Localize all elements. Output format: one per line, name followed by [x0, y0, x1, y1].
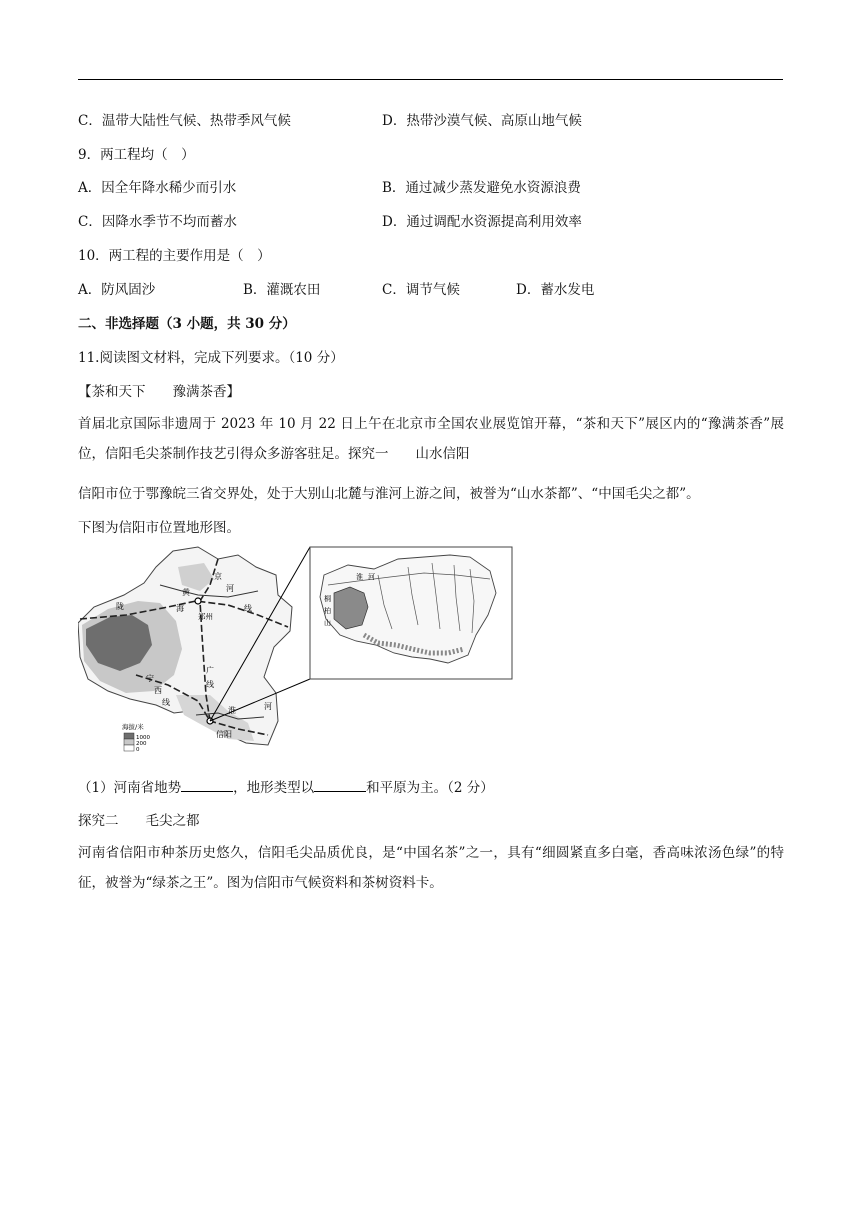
answer-blank-landform[interactable] — [314, 777, 366, 792]
q10-option-d: D．蓄水发电 — [516, 282, 595, 298]
zhengzhou-dot — [195, 598, 201, 604]
legend-swatch-high — [124, 733, 134, 739]
q8-option-d: D．热带沙漠气候、高原山地气候 — [382, 113, 582, 129]
inset-label-huai: 淮 — [356, 573, 363, 581]
label-xian2: 线 — [162, 698, 170, 707]
q11-sub1-suffix: 和平原为主。（2 分） — [366, 780, 494, 796]
label-he: 河 — [226, 584, 234, 593]
q9-option-b: B．通过减少蒸发避免水资源浪费 — [382, 180, 581, 196]
q10-stem: 10．两工程的主要作用是（ ） — [78, 248, 271, 264]
q11-theme: 【茶和天下 豫满茶香】 — [78, 384, 240, 400]
q11-stem: 11.阅读图文材料，完成下列要求。（10 分） — [78, 350, 344, 366]
inset-label-bo: 柏 — [324, 607, 331, 615]
label-xinyang: 信阳 — [216, 730, 232, 739]
q10-option-a: A．防风固沙 — [78, 282, 156, 298]
section2-heading: 二、非选择题（3 小题，共 30 分） — [78, 316, 296, 332]
label-he2: 河 — [264, 702, 272, 711]
q11-location: 信阳市位于鄂豫皖三省交界处，处于大别山北麓与淮河上游之间，被誉为“山水茶都”、“中国毛尖之都”。 — [78, 486, 700, 502]
label-huai: 淮 — [228, 706, 236, 715]
q11-intro: 首届北京国际非遗周于 2023 年 10 月 22 日上午在北京市全国农业展览馆开幕，“茶和天下”展区内的“豫满茶香”展位，信阳毛尖茶制作技艺引得众多游客驻足。探究一 山水信阳 — [78, 416, 784, 462]
inset-label-tong: 桐 — [324, 595, 331, 603]
inset-label-shan: 山 — [324, 619, 331, 627]
q9-option-d: D．通过调配水资源提高利用效率 — [382, 214, 582, 230]
label-guang: 广 — [206, 666, 214, 675]
q9-stem: 9．两工程均（ ） — [78, 147, 195, 163]
legend-swatch-low — [124, 745, 134, 751]
answer-blank-terrain[interactable] — [181, 777, 233, 792]
q11-sub1-middle: ，地形类型以 — [233, 780, 315, 796]
inset-label-he: 河 — [368, 573, 375, 581]
legend-swatch-mid — [124, 739, 134, 745]
legend-1000: 1000 — [136, 735, 150, 741]
q11-tea-text: 河南省信阳市种茶历史悠久，信阳毛尖品质优良，是“中国名茶”之一，具有“细圆紧直多白毫，香高味浓汤色绿”的特征，被誉为“绿茶之王”。图为信阳市气候资料和茶树资料卡。 — [78, 845, 784, 891]
q9-option-c: C．因降水季节不均而蓄水 — [78, 214, 237, 230]
label-jing: 京 — [214, 572, 222, 581]
q10-option-c: C．调节气候 — [382, 282, 460, 298]
q8-options-row — [78, 111, 291, 131]
legend-0: 0 — [136, 747, 140, 753]
label-xian1: 线 — [244, 604, 252, 613]
q10-option-b: B．灌溉农田 — [243, 282, 321, 298]
q11-map-caption: 下图为信阳市位置地形图。 — [78, 520, 240, 536]
q8-option-c: C．温带大陆性气候、热带季风气候 — [78, 113, 291, 129]
header-rule — [78, 79, 783, 80]
xinyang-location-map — [78, 545, 514, 757]
label-xian3: 线 — [206, 680, 214, 689]
label-hai: 海 — [176, 604, 184, 613]
inset-hatched-county — [334, 587, 368, 629]
q11-explore2: 探究二 毛尖之都 — [78, 813, 200, 829]
q11-sub1-prefix: （1）河南省地势 — [78, 780, 182, 796]
label-long: 陇 — [116, 602, 124, 611]
q11-sub1 — [78, 777, 494, 798]
label-zhengzhou: 郑州 — [198, 612, 213, 621]
legend-200: 200 — [136, 741, 147, 747]
label-huang: 黄 — [182, 588, 190, 597]
label-xi: 西 — [154, 686, 162, 695]
q9-option-a: A．因全年降水稀少而引水 — [78, 180, 237, 196]
label-ning: 宁 — [146, 674, 154, 683]
legend-title: 海拔/米 — [122, 723, 144, 731]
